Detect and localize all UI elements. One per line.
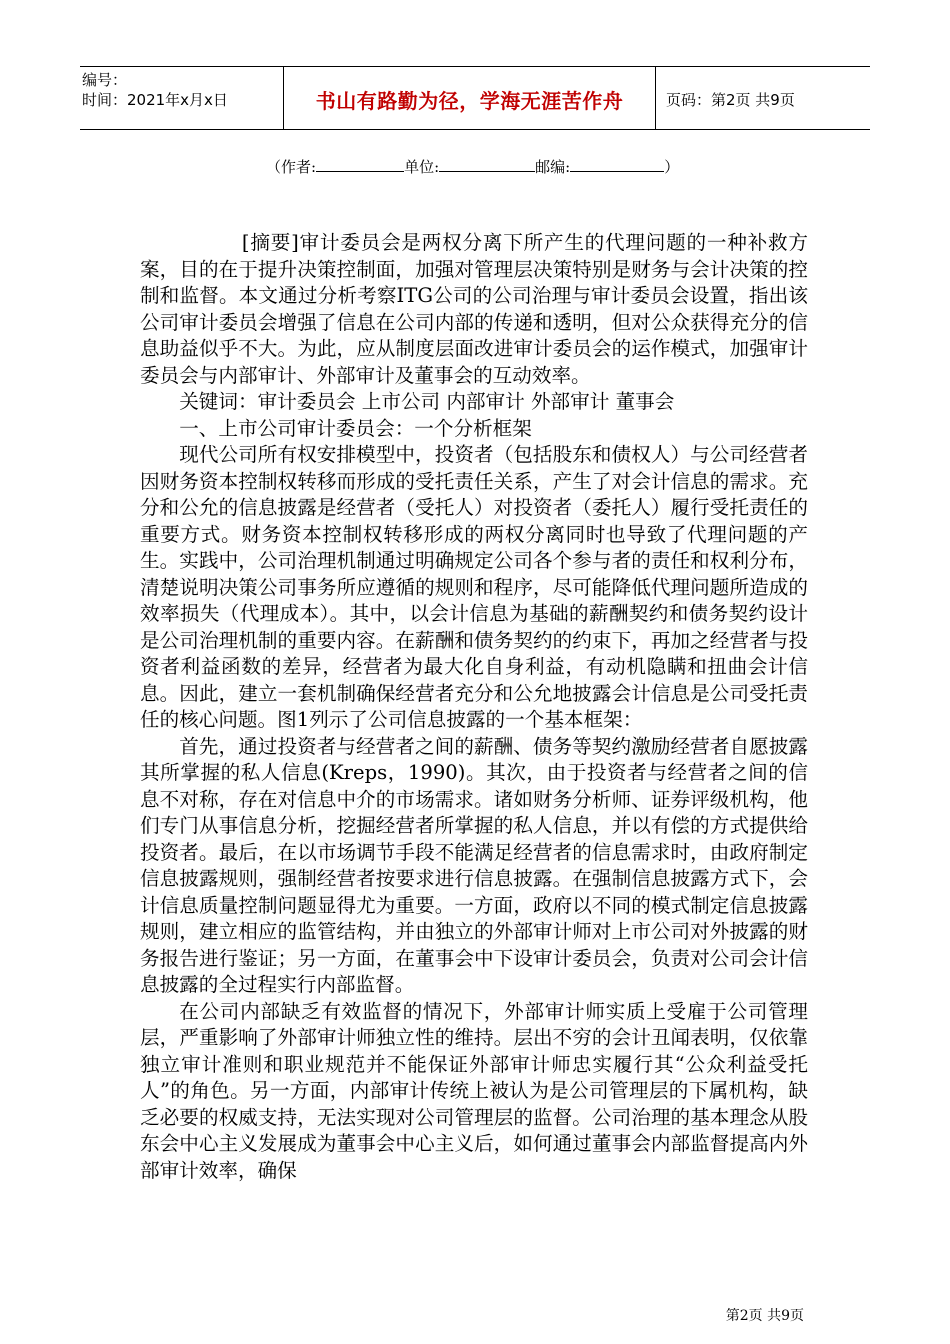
author-blank <box>316 157 404 172</box>
postcode-label: 邮编: <box>535 158 571 176</box>
document-number-label: 编号： <box>82 71 128 89</box>
header-motto: 书山有路勤为径，学海无涯苦作舟 <box>315 89 624 113</box>
author-line-close: ） <box>664 158 680 176</box>
unit-label: 单位: <box>404 158 440 176</box>
header-left-cell <box>80 67 283 129</box>
keywords-paragraph: 关键词：审计委员会 上市公司 内部审计 外部审计 董事会 <box>179 390 675 413</box>
header-right-cell <box>656 67 870 129</box>
body-paragraph: 在公司内部缺乏有效监督的情况下，外部审计师实质上受雇于公司管理层，严重影响了外部审计师独立性的维持。层出不穷的会计丑闻表明，仅依靠独立审计准则和职业规范并不能保证外部审计师忠实履行其“公众利益受托人”的角色。另一方面，内部审计传统上被认为是公司管理层的下属机构，缺乏必要的权威支持，无法实现对公司管理层的监督。公司治理的基本理念从股东会中心主义发展成为董事会中心主义后，如何通过董事会内部监督提高内外部审计效率，确保 <box>140 999 808 1182</box>
author-info-line <box>266 156 679 177</box>
document-header <box>80 66 870 130</box>
author-label: （作者: <box>266 158 317 176</box>
unit-blank <box>439 157 535 172</box>
body-paragraph: 首先，通过投资者与经营者之间的薪酬、债务等契约激励经营者自愿披露其所掌握的私人信息(Kreps，1990)。其次，由于投资者与经营者之间的信息不对称，存在对信息中介的市场需求。诸如财务分析师、证券评级机构，他们专门从事信息分析，挖掘经营者所掌握的私人信息，并以有偿的方式提供给投资者。最后，在以市场调节手段不能满足经营者的信息需求时，由政府制定信息披露规则，强制经营者按要求进行信息披露。在强制信息披露方式下，会计信息质量控制问题显得尤为重要。一方面，政府以不同的模式制定信息披露规则，建立相应的监管结构，并由独立的外部审计师对上市公司对外披露的财务报告进行鉴证；另一方面，在董事会中下设审计委员会，负责对公司会计信息披露的全过程实行内部监督。 <box>140 734 808 996</box>
body-paragraph: 现代公司所有权安排模型中，投资者（包括股东和债权人）与公司经营者因财务资本控制权转移而形成的受托责任关系，产生了对会计信息的需求。充分和公允的信息披露是经营者（受托人）对投资者（委托人）履行受托责任的重要方式。财务资本控制权转移形成的两权分离同时也导致了代理问题的产生。实践中，公司治理机制通过明确规定公司各个参与者的责任和权利分布，清楚说明决策公司事务所应遵循的规则和程序，尽可能降低代理问题所造成的效率损失（代理成本）。其中，以会计信息为基础的薪酬契约和债务契约设计是公司治理机制的重要内容。在薪酬和债务契约的约束下，再加之经营者与投资者利益函数的差异，经营者为最大化自身利益，有动机隐瞒和扭曲会计信息。因此，建立一套机制确保经营者充分和公允地披露会计信息是公司受托责任的核心问题。图1列示了公司信息披露的一个基本框架： <box>140 443 808 731</box>
document-time-label: 时间：2021年x月x日 <box>82 91 228 109</box>
section-heading: 一、上市公司审计委员会：一个分析框架 <box>179 416 532 440</box>
page-footer: 第2页 共9页 <box>725 1308 804 1324</box>
postcode-blank <box>570 157 664 172</box>
abstract-paragraph: [摘要]审计委员会是两权分离下所产生的代理问题的一种补救方案，目的在于提升决策控制面，加强对管理层决策特别是财务与会计决策的控制和监督。本文通过分析考察ITG公司的公司治理与审计委员会设置，指出该公司审计委员会增强了信息在公司内部的传递和透明，但对公众获得充分的信息助益似乎不大。为此，应从制度层面改进审计委员会的运作模式，加强审计委员会与内部审计、外部审计及董事会的互动效率。 <box>140 231 808 387</box>
header-middle-cell <box>283 67 656 129</box>
header-page-code: 页码：第2页 共9页 <box>666 91 795 109</box>
article-body <box>140 230 808 1184</box>
